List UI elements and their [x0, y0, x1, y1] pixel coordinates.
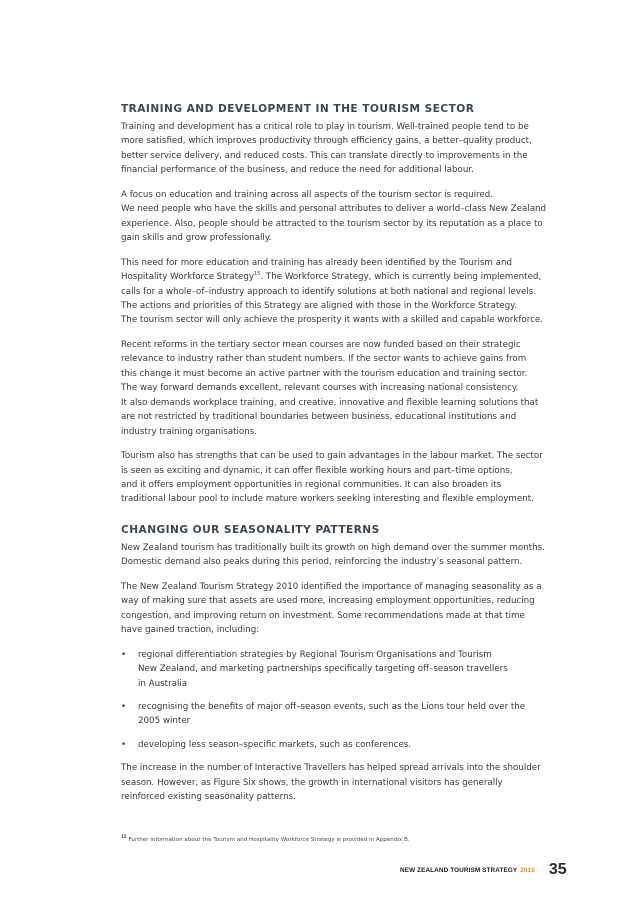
page-footer — [400, 861, 567, 879]
paragraph: The increase in the number of Interactive Travellers has helped spread arrivals into the shoulder season. However, as Figure Six shows, the growth in international visitors has generally reinforced existing seasonality patterns. — [121, 763, 541, 803]
list-item: • recognising the benefits of major off–season events, such as the Lions tour held over the 2005 winter — [121, 701, 526, 727]
main-content — [121, 103, 563, 815]
list-item: • regional differentiation strategies by Regional Tourism Organisations and Tourism New Zealand, and marketing partnerships specifically targeting off–season travellers in Australia — [121, 649, 508, 689]
paragraph: This need for more education and training has already been identified by the Tourism and Hospitality Workforce Strategy$^{15}$. The Workforce Strategy, which is currently being implemented, calls for a whole–of–industry approach to identify solutions at both national and regional levels. The actions and priorities of this Strategy are aligned with those in the Workforce Strategy. The tourism sector will only achieve the prosperity it wants with a skilled and capable workforce. — [121, 256, 563, 328]
paragraph: Tourism also has strengths that can be used to gain advantages in the labour market. The sector is seen as exciting and dynamic, it can offer flexible working hours and part–time options, and it offers employment opportunities in regional communities. It can also broaden its traditional labour pool to include mature workers seeking interesting and flexible employment. — [121, 451, 543, 505]
footnote-number: 15 — [121, 834, 127, 840]
workforce-strategy-line: Hospitality Workforce Strategy$^{15}$. The Workforce Strategy, which is currently being implemented, — [121, 271, 542, 283]
section-heading-training: TRAINING AND DEVELOPMENT IN THE TOURISM SECTOR — [121, 103, 475, 115]
paragraph: Recent reforms in the tertiary sector mean courses are now funded based on their strategic relevance to industry rather than student numbers. If the sector wants to achieve gains from this change it must become an active partner with the tourism education and training sector. The way forward demands excellent, relevant courses with increasing national consistency. It also demands workplace training, and creative, innovative and flexible learning solutions that are not restricted by traditional boundaries between business, educational institutions and industry training organisations. — [121, 339, 539, 437]
section-heading-seasonality: CHANGING OUR SEASONALITY PATTERNS — [121, 523, 380, 536]
recommendations-list — [121, 648, 563, 753]
bullet-icon: • — [121, 701, 127, 712]
footnote — [121, 834, 410, 843]
paragraph: A focus on education and training across all aspects of the tourism sector is required. We need people who have the skills and personal attributes to deliver a world–class New Zealand experience. Also, people should be attracted to the tourism sector by its reputation as a place to gain skills and grow professionally. — [121, 189, 547, 244]
footer-title: NEW ZEALAND TOURISM STRATEGY 2015 — [400, 866, 535, 874]
list-item: • developing less season–specific markets, such as conferences. — [121, 738, 563, 752]
footer-year: 2015 — [520, 866, 535, 874]
paragraph: Training and development has a critical role to play in tourism. Well-trained people tend to be more satisfied, which improves productivity through efficiency gains, a better–quality product, better service delivery, and reduced costs. This can translate directly to improvements in the financial performance of the business, and reduce the need for additional labour. — [121, 122, 532, 176]
paragraph: New Zealand tourism has traditionally built its growth on high demand over the summer months. Domestic demand also peaks during this period, reinforcing the industry’s seasonal pattern. — [121, 542, 545, 568]
footnote-text: Further information about the Tourism and Hospitality Workforce Strategy is provided in Appendix B. — [128, 837, 410, 843]
footnote-reference: 15 — [254, 271, 261, 278]
bullet-icon: • — [121, 739, 127, 750]
paragraph: The New Zealand Tourism Strategy 2010 identified the importance of managing seasonality as a way of making sure that assets are used more, increasing employment opportunities, reducing congestion, and improving return on investment. Some recommendations made at that time have gained traction, including: — [121, 581, 542, 636]
page-number: 35 — [548, 861, 567, 878]
bullet-icon: • — [121, 649, 127, 660]
